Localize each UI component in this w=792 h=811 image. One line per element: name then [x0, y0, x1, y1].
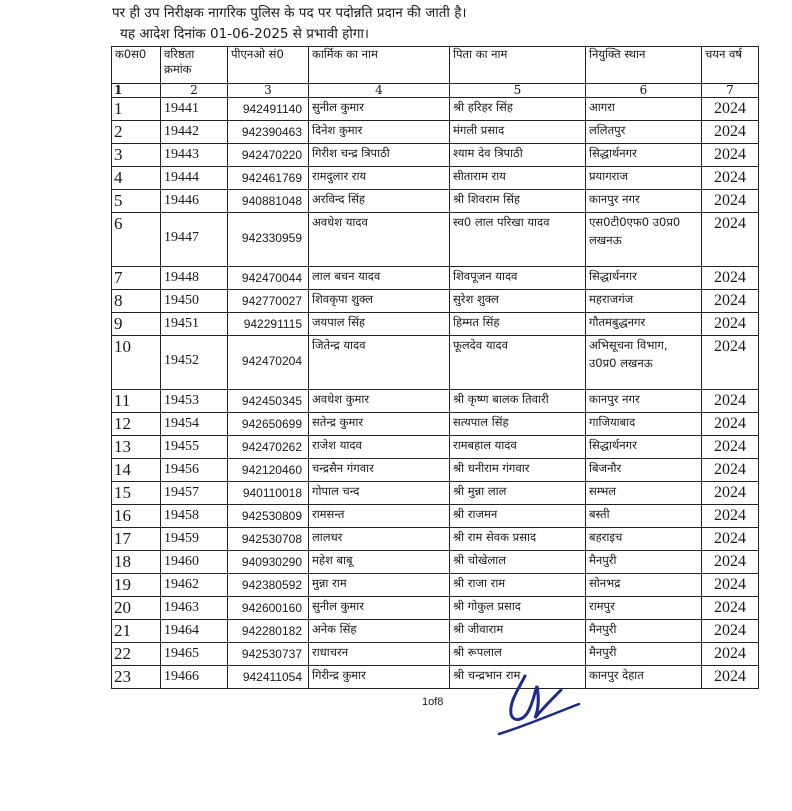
year-cell: 2024	[702, 620, 759, 643]
serial-cell: 22	[112, 643, 161, 666]
place-cell: मैनपुरी	[586, 643, 702, 666]
place-cell: सिद्धार्थनगर	[586, 267, 702, 290]
year-cell: 2024	[702, 643, 759, 666]
serial-cell: 14	[112, 459, 161, 482]
serial-cell: 5	[112, 190, 161, 213]
father-name-cell: शिवपूजन यादव	[450, 267, 586, 290]
serial-cell: 16	[112, 505, 161, 528]
table-row	[112, 98, 759, 121]
place-cell: मैनपुरी	[586, 551, 702, 574]
serial-cell: 10	[112, 336, 161, 390]
table-row	[112, 390, 759, 413]
table-header-row	[112, 47, 759, 84]
seniority-cell: 19464	[161, 620, 228, 643]
pno-cell: 942470044	[228, 267, 309, 290]
father-name-cell: श्री राजमन	[450, 505, 586, 528]
serial-cell: 4	[112, 167, 161, 190]
father-name-cell: श्री राजा राम	[450, 574, 586, 597]
father-name-cell: श्री धनीराम गंगवार	[450, 459, 586, 482]
header-name: कार्मिक का नाम	[309, 47, 450, 84]
column-number: 1	[112, 84, 161, 98]
father-name-cell: श्री मुन्ना लाल	[450, 482, 586, 505]
pno-cell: 940881048	[228, 190, 309, 213]
father-name-cell: सीताराम राय	[450, 167, 586, 190]
pno-cell: 942450345	[228, 390, 309, 413]
year-cell: 2024	[702, 267, 759, 290]
place-cell: बिजनौर	[586, 459, 702, 482]
seniority-cell: 19452	[161, 336, 228, 390]
table-row	[112, 482, 759, 505]
year-cell: 2024	[702, 213, 759, 267]
table-row	[112, 505, 759, 528]
seniority-cell: 19453	[161, 390, 228, 413]
column-number: 2	[161, 84, 228, 98]
column-number: 7	[702, 84, 759, 98]
seniority-cell: 19443	[161, 144, 228, 167]
year-cell: 2024	[702, 574, 759, 597]
pno-cell: 940930290	[228, 551, 309, 574]
column-number: 5	[450, 84, 586, 98]
serial-cell: 6	[112, 213, 161, 267]
column-number-row	[112, 84, 759, 98]
table-row	[112, 213, 759, 267]
name-cell: गिरीन्द्र कुमार	[309, 666, 450, 689]
place-cell: अभिसूचना विभाग, उ0प्र0 लखनऊ	[586, 336, 702, 390]
name-cell: सुनील कुमार	[309, 98, 450, 121]
name-cell: गिरीश चन्द्र त्रिपाठी	[309, 144, 450, 167]
name-cell: सुनील कुमार	[309, 597, 450, 620]
father-name-cell: श्री कृष्ण बालक तिवारी	[450, 390, 586, 413]
column-number: 3	[228, 84, 309, 98]
table-row	[112, 436, 759, 459]
serial-cell: 17	[112, 528, 161, 551]
table-row	[112, 459, 759, 482]
name-cell: सतेन्द्र कुमार	[309, 413, 450, 436]
serial-cell: 9	[112, 313, 161, 336]
table-row	[112, 666, 759, 689]
table-row	[112, 597, 759, 620]
intro-line-1: पर ही उप निरीक्षक नागरिक पुलिस के पद पर पदोन्नति प्रदान की जाती है।	[112, 5, 467, 21]
year-cell: 2024	[702, 482, 759, 505]
serial-cell: 13	[112, 436, 161, 459]
header-pno: पीएनओ सं0	[228, 47, 309, 84]
place-cell: कानपुर नगर	[586, 190, 702, 213]
year-cell: 2024	[702, 98, 759, 121]
serial-cell: 11	[112, 390, 161, 413]
seniority-cell: 19455	[161, 436, 228, 459]
father-name-cell: श्री चोखेलाल	[450, 551, 586, 574]
year-cell: 2024	[702, 121, 759, 144]
year-cell: 2024	[702, 505, 759, 528]
place-cell: आगरा	[586, 98, 702, 121]
serial-cell: 21	[112, 620, 161, 643]
name-cell: अनेक सिंह	[309, 620, 450, 643]
pno-cell: 942530809	[228, 505, 309, 528]
place-cell: कानपुर देहात	[586, 666, 702, 689]
seniority-cell: 19454	[161, 413, 228, 436]
page-number: 1of8	[422, 696, 444, 708]
pno-cell: 942491140	[228, 98, 309, 121]
serial-cell: 19	[112, 574, 161, 597]
serial-cell: 1	[112, 98, 161, 121]
serial-cell: 7	[112, 267, 161, 290]
place-cell: सोनभद्र	[586, 574, 702, 597]
seniority-cell: 19444	[161, 167, 228, 190]
name-cell: मुन्ना राम	[309, 574, 450, 597]
serial-cell: 15	[112, 482, 161, 505]
father-name-cell: सत्यपाल सिंह	[450, 413, 586, 436]
pno-cell: 942461769	[228, 167, 309, 190]
seniority-cell: 19462	[161, 574, 228, 597]
seniority-cell: 19463	[161, 597, 228, 620]
intro-line-2: यह आदेश दिनांक 01-06-2025 से प्रभावी होगा।	[120, 26, 370, 42]
father-name-cell: श्री राम सेवक प्रसाद	[450, 528, 586, 551]
seniority-cell: 19451	[161, 313, 228, 336]
year-cell: 2024	[702, 528, 759, 551]
year-cell: 2024	[702, 144, 759, 167]
father-name-cell: श्री शिवराम सिंह	[450, 190, 586, 213]
year-cell: 2024	[702, 459, 759, 482]
year-cell: 2024	[702, 336, 759, 390]
name-cell: अवधेश यादव	[309, 213, 450, 267]
column-number: 4	[309, 84, 450, 98]
name-cell: चन्द्रसैन गंगवार	[309, 459, 450, 482]
father-name-cell: श्री हरिहर सिंह	[450, 98, 586, 121]
father-name-cell: श्री गोकुल प्रसाद	[450, 597, 586, 620]
year-cell: 2024	[702, 390, 759, 413]
table-row	[112, 190, 759, 213]
father-name-cell: श्री चन्द्रभान राम	[450, 666, 586, 689]
serial-cell: 8	[112, 290, 161, 313]
father-name-cell: मंगली प्रसाद	[450, 121, 586, 144]
father-name-cell: हिम्मत सिंह	[450, 313, 586, 336]
name-cell: जयपाल सिंह	[309, 313, 450, 336]
pno-cell: 942411054	[228, 666, 309, 689]
place-cell: सिद्धार्थनगर	[586, 436, 702, 459]
place-cell: मैनपुरी	[586, 620, 702, 643]
father-name-cell: सुरेश शुक्ल	[450, 290, 586, 313]
header-father-name: पिता का नाम	[450, 47, 586, 84]
place-cell: प्रयागराज	[586, 167, 702, 190]
year-cell: 2024	[702, 190, 759, 213]
header-selection-year: चयन वर्ष	[702, 47, 759, 84]
pno-cell: 942470262	[228, 436, 309, 459]
pno-cell: 942470220	[228, 144, 309, 167]
seniority-cell: 19442	[161, 121, 228, 144]
father-name-cell: श्री जीवाराम	[450, 620, 586, 643]
table-row	[112, 643, 759, 666]
name-cell: महेश बाबू	[309, 551, 450, 574]
father-name-cell: श्याम देव त्रिपाठी	[450, 144, 586, 167]
pno-cell: 942530708	[228, 528, 309, 551]
serial-cell: 23	[112, 666, 161, 689]
seniority-cell: 19441	[161, 98, 228, 121]
seniority-cell: 19447	[161, 213, 228, 267]
father-name-cell: श्री रूपलाल	[450, 643, 586, 666]
seniority-cell: 19448	[161, 267, 228, 290]
place-cell: ललितपुर	[586, 121, 702, 144]
year-cell: 2024	[702, 666, 759, 689]
pno-cell: 942390463	[228, 121, 309, 144]
place-cell: कानपुर नगर	[586, 390, 702, 413]
name-cell: रामदुलार राय	[309, 167, 450, 190]
signature	[495, 668, 585, 740]
serial-cell: 3	[112, 144, 161, 167]
pno-cell: 942330959	[228, 213, 309, 267]
place-cell: सम्भल	[586, 482, 702, 505]
seniority-cell: 19459	[161, 528, 228, 551]
table-row	[112, 528, 759, 551]
table-row	[112, 551, 759, 574]
pno-cell: 940110018	[228, 482, 309, 505]
name-cell: अरविन्द सिंह	[309, 190, 450, 213]
serial-cell: 2	[112, 121, 161, 144]
table-row	[112, 413, 759, 436]
year-cell: 2024	[702, 290, 759, 313]
name-cell: लालधर	[309, 528, 450, 551]
pno-cell: 942470204	[228, 336, 309, 390]
place-cell: बस्ती	[586, 505, 702, 528]
table-row	[112, 313, 759, 336]
place-cell: रामपुर	[586, 597, 702, 620]
name-cell: रामसन्त	[309, 505, 450, 528]
table-row	[112, 574, 759, 597]
place-cell: सिद्धार्थनगर	[586, 144, 702, 167]
pno-cell: 942770027	[228, 290, 309, 313]
pno-cell: 942291115	[228, 313, 309, 336]
place-cell: एस0टी0एफ0 उ0प्र0 लखनऊ	[586, 213, 702, 267]
table-row	[112, 167, 759, 190]
father-name-cell: रामबहाल यादव	[450, 436, 586, 459]
name-cell: अवधेश कुमार	[309, 390, 450, 413]
year-cell: 2024	[702, 167, 759, 190]
seniority-cell: 19465	[161, 643, 228, 666]
table-row	[112, 267, 759, 290]
serial-cell: 20	[112, 597, 161, 620]
year-cell: 2024	[702, 551, 759, 574]
pno-cell: 942280182	[228, 620, 309, 643]
father-name-cell: स्व0 लाल परिखा यादव	[450, 213, 586, 267]
year-cell: 2024	[702, 597, 759, 620]
name-cell: राजेश यादव	[309, 436, 450, 459]
name-cell: दिनेश कुमार	[309, 121, 450, 144]
table-row	[112, 121, 759, 144]
year-cell: 2024	[702, 313, 759, 336]
place-cell: बहराइच	[586, 528, 702, 551]
father-name-cell: फूलदेव यादव	[450, 336, 586, 390]
seniority-cell: 19456	[161, 459, 228, 482]
seniority-cell: 19446	[161, 190, 228, 213]
year-cell: 2024	[702, 413, 759, 436]
column-number: 6	[586, 84, 702, 98]
name-cell: गोपाल चन्द	[309, 482, 450, 505]
table-row	[112, 290, 759, 313]
place-cell: गौतमबुद्धनगर	[586, 313, 702, 336]
pno-cell: 942120460	[228, 459, 309, 482]
header-posting-place: नियुक्ति स्थान	[586, 47, 702, 84]
serial-cell: 18	[112, 551, 161, 574]
seniority-cell: 19450	[161, 290, 228, 313]
seniority-cell: 19460	[161, 551, 228, 574]
seniority-cell: 19466	[161, 666, 228, 689]
header-seniority: वरिष्ठता क्रमांक	[161, 47, 228, 84]
serial-cell: 12	[112, 413, 161, 436]
name-cell: शिवकृपा शुक्ल	[309, 290, 450, 313]
pno-cell: 942380592	[228, 574, 309, 597]
header-serial: क0स0	[112, 47, 161, 84]
table-row	[112, 620, 759, 643]
table-row	[112, 336, 759, 390]
seniority-cell: 19458	[161, 505, 228, 528]
name-cell: जितेन्द्र यादव	[309, 336, 450, 390]
year-cell: 2024	[702, 436, 759, 459]
pno-cell: 942650699	[228, 413, 309, 436]
table-row	[112, 144, 759, 167]
pno-cell: 942600160	[228, 597, 309, 620]
place-cell: गाजियाबाद	[586, 413, 702, 436]
pno-cell: 942530737	[228, 643, 309, 666]
place-cell: महराजगंज	[586, 290, 702, 313]
name-cell: लाल बचन यादव	[309, 267, 450, 290]
name-cell: राधाचरन	[309, 643, 450, 666]
promotion-table	[111, 46, 759, 689]
seniority-cell: 19457	[161, 482, 228, 505]
